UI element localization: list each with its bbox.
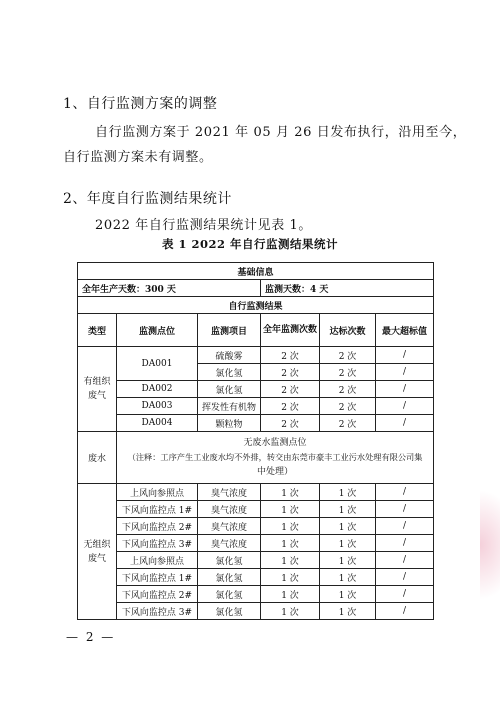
count-cell: 1 次 (261, 535, 320, 552)
page-number: — 2 — (66, 630, 116, 644)
table-row (78, 432, 434, 484)
header-point: 监测点位 (117, 314, 198, 347)
point-cell: 上风向参照点 (117, 484, 198, 501)
count-cell: 1 次 (261, 484, 320, 501)
count-cell: 1 次 (261, 569, 320, 586)
table-caption: 表 1 2022 年自行监测结果统计 (161, 237, 339, 251)
point-cell: 下风向监控点 2# (117, 586, 198, 603)
max-cell: / (376, 484, 434, 501)
section-2-heading: 2、年度自行监测结果统计 (63, 191, 232, 207)
max-cell: / (376, 415, 434, 432)
table-row (78, 381, 434, 398)
pass-cell: 1 次 (320, 501, 376, 518)
point-cell: 上风向参照点 (117, 552, 198, 569)
count-cell: 2 次 (261, 381, 320, 398)
production-days: 全年生产天数：300 天 (78, 280, 261, 297)
pass-cell: 1 次 (320, 518, 376, 535)
count-cell: 2 次 (261, 347, 320, 364)
item-cell: 氯化氢 (198, 381, 261, 398)
max-cell: / (376, 347, 434, 364)
header-max-exceed: 最大超标值 (376, 314, 434, 347)
item-cell: 臭气浓度 (198, 535, 261, 552)
table-row (78, 535, 434, 552)
table-row (78, 398, 434, 415)
wastewater-note-line: （注释：工序产生工业废水均不外排，转交由东莞市豪丰工业污水处理有限公司集 (127, 452, 423, 462)
pass-cell: 1 次 (320, 569, 376, 586)
header-annual-count: 全年监测次数 (261, 314, 320, 347)
type-unorganized-gas (78, 484, 117, 620)
table-row (78, 501, 434, 518)
pass-cell: 2 次 (320, 347, 376, 364)
section-2-paragraph: 2022 年自行监测结果统计见表 1。 (95, 218, 313, 233)
table-row (78, 569, 434, 586)
type-label: 废气 (87, 553, 106, 564)
wastewater-note-line: 无废水监测点位 (243, 438, 307, 448)
max-cell: / (376, 552, 434, 569)
pass-cell: 2 次 (320, 415, 376, 432)
max-cell: / (376, 518, 434, 535)
count-cell: 1 次 (261, 518, 320, 535)
wastewater-note-line: 中处理） (257, 467, 294, 477)
count-cell: 2 次 (261, 398, 320, 415)
red-seal-fragment (480, 490, 500, 600)
pass-cell: 1 次 (320, 586, 376, 603)
max-cell: / (376, 535, 434, 552)
pass-cell: 1 次 (320, 484, 376, 501)
pass-cell: 1 次 (320, 603, 376, 620)
max-cell: / (376, 603, 434, 620)
item-cell: 挥发性有机物 (198, 398, 261, 415)
count-cell: 2 次 (261, 415, 320, 432)
pass-cell: 2 次 (320, 364, 376, 381)
monitoring-days: 监测天数：4 天 (261, 280, 434, 297)
pass-cell: 1 次 (320, 552, 376, 569)
item-cell: 颗粒物 (198, 415, 261, 432)
count-cell: 2 次 (261, 364, 320, 381)
table-row (78, 552, 434, 569)
max-cell: / (376, 381, 434, 398)
item-cell: 氯化氢 (198, 603, 261, 620)
point-cell: 下风向监控点 3# (117, 535, 198, 552)
header-pass-count: 达标次数 (320, 314, 376, 347)
type-label: 无组织 (83, 539, 111, 550)
basic-info-title: 基础信息 (78, 263, 434, 280)
count-cell: 1 次 (261, 603, 320, 620)
point-cell: DA001 (117, 347, 198, 381)
header-item: 监测项目 (198, 314, 261, 347)
max-cell: / (376, 569, 434, 586)
item-cell: 臭气浓度 (198, 484, 261, 501)
point-cell: DA003 (117, 398, 198, 415)
type-organized-gas (78, 347, 117, 432)
header-type: 类型 (78, 314, 117, 347)
item-cell: 臭气浓度 (198, 518, 261, 535)
point-cell: DA004 (117, 415, 198, 432)
item-cell: 臭气浓度 (198, 501, 261, 518)
type-wastewater: 废水 (78, 432, 117, 484)
table-row (78, 603, 434, 620)
max-cell: / (376, 501, 434, 518)
count-cell: 1 次 (261, 552, 320, 569)
max-cell: / (376, 586, 434, 603)
pass-cell: 2 次 (320, 381, 376, 398)
section-1-paragraph-line-2: 自行监测方案未有调整。 (63, 150, 213, 165)
item-cell: 氯化氢 (198, 552, 261, 569)
point-cell: 下风向监控点 1# (117, 501, 198, 518)
point-cell: 下风向监控点 1# (117, 569, 198, 586)
max-cell: / (376, 398, 434, 415)
monitoring-results-table (77, 262, 434, 620)
table-row (78, 347, 434, 364)
type-label: 有组织 (83, 377, 111, 387)
table-row (78, 484, 434, 501)
point-cell: 下风向监控点 2# (117, 518, 198, 535)
table-row (78, 518, 434, 535)
pass-cell: 1 次 (320, 535, 376, 552)
item-cell: 氯化氢 (198, 364, 261, 381)
section-1-heading: 1、自行监测方案的调整 (63, 96, 218, 112)
table-row (78, 586, 434, 603)
type-label: 废气 (87, 391, 106, 401)
point-cell: 下风向监控点 3# (117, 603, 198, 620)
item-cell: 氯化氢 (198, 586, 261, 603)
wastewater-note (117, 432, 434, 484)
point-cell: DA002 (117, 381, 198, 398)
table-row (78, 415, 434, 432)
pass-cell: 2 次 (320, 398, 376, 415)
count-cell: 1 次 (261, 586, 320, 603)
item-cell: 氯化氢 (198, 569, 261, 586)
results-title: 自行监测结果 (78, 297, 434, 314)
section-1-paragraph-line-1: 自行监测方案于 2021 年 05 月 26 日发布执行，沿用至今， (95, 125, 467, 140)
item-cell: 硫酸雾 (198, 347, 261, 364)
count-cell: 1 次 (261, 501, 320, 518)
max-cell: / (376, 364, 434, 381)
